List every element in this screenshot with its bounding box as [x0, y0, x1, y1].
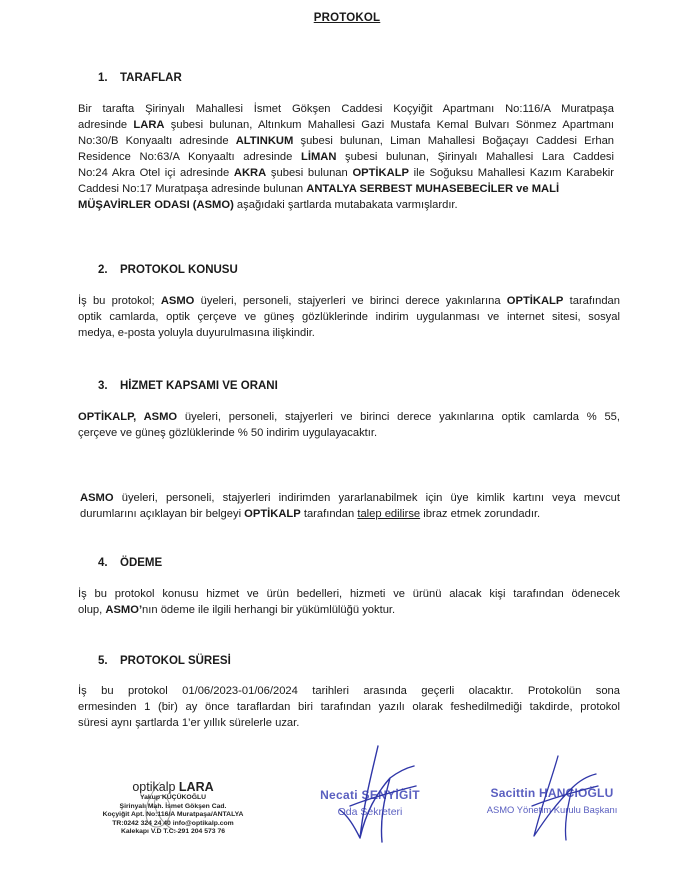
paragraph-protokol-konusu — [78, 293, 620, 341]
section-title: ÖDEME — [120, 557, 163, 569]
president-name: Sacittin HANCIOĞLU — [490, 786, 614, 800]
paragraph-protokol-suresi — [78, 683, 620, 731]
text-line: medya, e-posta yoluyla duyurulmasına ilişkindir. — [78, 327, 315, 339]
text-line: No:24 Akra Otel içi adresinde AKRA şubesi bulunan OPTİKALP ile Soğuksu Mahallesi Kazım Karabekir — [78, 167, 614, 179]
section-number: 1. — [98, 72, 108, 84]
text-line: durumlarını açıklayan bir belgeyi OPTİKALP tarafından talep edilirse ibraz etmek zorundadır. — [80, 508, 541, 520]
text-line: Caddesi No:17 Muratpaşa adresinde bulunan ANTALYA SERBEST MUHASEBECİLER ve MALİ — [78, 183, 560, 195]
section-heading-odeme — [98, 557, 162, 569]
president-signature — [512, 748, 612, 848]
stamp-line: TR:0242 324 24 40 info@optikalp.com — [112, 819, 234, 827]
section-title: PROTOKOL KONUSU — [120, 264, 238, 276]
section-number: 3. — [98, 380, 108, 392]
section-title: PROTOKOL SÜRESİ — [120, 655, 231, 667]
stamp-brand: optikalp LARA — [132, 780, 214, 794]
text-line: optik camlarda, optik çerçeve ve güneş gözlüklerinde indirim uygulanması ve internet sitesi, sosyal — [78, 311, 620, 323]
section-heading-protokol-suresi — [98, 655, 231, 667]
paragraph-hizmet-kapsami — [78, 409, 620, 441]
text-line: adresinde LARA şubesi bulunan, Altınkum Mahallesi Gazi Mustafa Kemal Bulvarı Sönmez Apartmanı — [78, 119, 615, 131]
secretary-signature — [320, 742, 430, 852]
text-line: OPTİKALP, ASMO üyeleri, personeli, stajyerleri ve birinci derece yakınlarına optik camlarda % 55, — [78, 411, 621, 423]
section-title: TARAFLAR — [120, 72, 182, 84]
secretary-role: Oda Sekreteri — [337, 806, 403, 818]
paragraph-taraflar — [78, 101, 614, 213]
text-line: ASMO üyeleri, personeli, stajyerleri indirimden yararlanabilmek için üye kimlik kartını veya mevcut — [80, 492, 620, 504]
stamp-line: Şirinyalı Mah. İsmet Gökşen Cad. — [119, 802, 227, 810]
text-line: çerçeve ve güneş gözlüklerinde % 50 indirim uygulayacaktır. — [78, 427, 378, 439]
section-title: HİZMET KAPSAMI VE ORANI — [120, 380, 278, 392]
president-role: ASMO Yönetim Kurulu Başkanı — [486, 804, 618, 815]
stamp-line: Kalekapı V.D T.C: 291 204 573 76 — [120, 828, 226, 836]
paragraph-hizmet-kosul — [80, 490, 620, 522]
paragraph-odeme — [78, 586, 620, 618]
text-line: olup, ASMO’nın ödeme ile ilgili herhangi bir yükümlülüğü yoktur. — [78, 604, 396, 616]
text-line: Residence No:63/A Konyaaltı adresinde LİMAN şubesi bulunan, Şirinyalı Mahallesi Lara Caddesi — [78, 151, 614, 163]
page-title: PROTOKOL — [313, 12, 381, 24]
section-heading-hizmet-kapsami — [98, 380, 278, 392]
section-number: 5. — [98, 655, 108, 667]
text-line: ermesinden 1 (bir) ay önce taraflardan biri tarafından yazılı olarak feshedilmediği takdirde, protokol — [78, 701, 620, 713]
section-number: 2. — [98, 264, 108, 276]
text-line: Bir tarafta Şirinyalı Mahallesi İsmet Gökşen Caddesi Koçyiğit Apartmanı No:116/A Muratpaşa — [78, 103, 614, 115]
section-number: 4. — [98, 557, 108, 569]
text-line: İş bu protokol; ASMO üyeleri, personeli, stajyerleri ve birinci derece yakınlarına OPTİKALP tarafından — [78, 295, 620, 307]
section-heading-taraflar — [98, 72, 182, 84]
optikalp-signature — [120, 776, 200, 836]
secretary-name: Necati ŞENYİĞİT — [320, 788, 420, 802]
text-line: MÜŞAVİRLER ODASI (ASMO) aşağıdaki şartlarda mutabakata varmışlardır. — [78, 199, 458, 211]
text-line: İş bu protokol 01/06/2023-01/06/2024 tarihleri arasında geçerli olacaktır. Protokolün sona — [78, 685, 620, 697]
text-line: süresi aynı şartlarda 1’er yıllık sürelerle uzar. — [78, 717, 300, 729]
stamp-line: Yakup KÜÇÜKOĞLU — [139, 794, 207, 801]
section-heading-protokol-konusu — [98, 264, 238, 276]
text-line: No:30/B Konyaaltı adresinde ALTINKUM şubesi bulunan, Liman Mahallesi Boğaçayı Caddesi Erhan — [78, 135, 615, 147]
text-line: İş bu protokol konusu hizmet ve ürün bedelleri, hizmeti ve ürünü alacak kişi tarafından ödenecek — [78, 588, 620, 600]
stamp-line: Koçyiğit Apt. No:116/A Muratpaşa/ANTALYA — [102, 811, 244, 819]
